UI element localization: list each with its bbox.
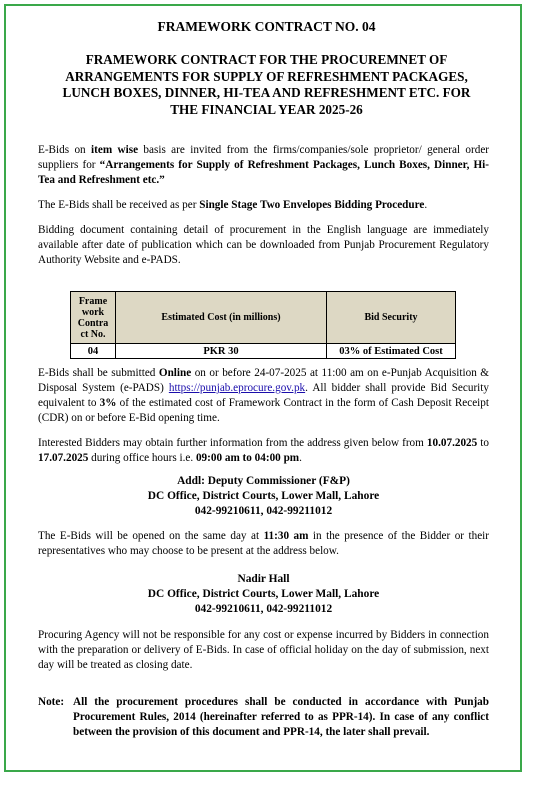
- text-run: during office hours i.e.: [88, 452, 196, 464]
- text-run-bold: item wise: [91, 144, 139, 156]
- address-line: DC Office, District Courts, Lower Mall, Lahore: [147, 588, 380, 600]
- text-run: on or before 24-07-2025 at 11:00 am on e-Punjab Acquisition & Disposal System (e-PADS): [38, 367, 489, 394]
- info-paragraph: [38, 436, 489, 466]
- text-run: to: [477, 437, 489, 449]
- text-run: E-Bids shall be submitted: [38, 367, 159, 379]
- bidding-document-paragraph: Bidding document containing detail of procurement in the English language are immediately available after date of publication which can be downloaded from Punjab Procurement Regulatory Authority Website and e-PADS.: [38, 224, 489, 266]
- table-row: [71, 344, 456, 359]
- column-header-estimated-cost: Estimated Cost (in millions): [116, 292, 327, 344]
- main-title-line: LUNCH BOXES, DINNER, HI-TEA AND REFRESHMENT ETC. FOR: [62, 85, 471, 100]
- text-run: basis are invited from the firms/companies/sole proprietor/ general order suppliers for: [38, 144, 490, 171]
- text-run-bold: Single Stage Two Envelopes Bidding Procedure: [199, 199, 425, 211]
- text-run-bold: 09:00 am to 04:00 pm: [195, 452, 300, 464]
- address-block-2: [38, 572, 489, 617]
- column-header-bid-security: Bid Security: [327, 292, 456, 344]
- cell-contract-no: 04: [71, 344, 116, 359]
- address-line: DC Office, District Courts, Lower Mall, Lahore: [147, 490, 380, 502]
- note-text: All the procurement procedures shall be conducted in accordance with Punjab Procurement Rules, 2014 (hereinafter referred to as PPR-14). In case of any conflict between the provision of this document and PPR-14, the later shall prevail.: [73, 696, 489, 738]
- text-run-bold: 11:30 am: [263, 530, 309, 542]
- address-line: 042-99210611, 042-99211012: [194, 505, 333, 517]
- text-run: .: [424, 199, 428, 211]
- disclaimer-paragraph: Procuring Agency will not be responsible for any cost or expense incurred by Bidders in connection with the preparation or delivery of E-Bids. In case of official holiday on the day of submission, next day will be treated as closing date.: [38, 629, 489, 671]
- text-run: E-Bids on: [38, 144, 92, 156]
- column-header-contract-no: Frame work Contra ct No.: [71, 292, 116, 344]
- procedure-paragraph: [38, 198, 489, 213]
- text-run: The E-Bids shall be received as per: [38, 199, 200, 211]
- table-header-row: [71, 292, 456, 344]
- opening-paragraph: [38, 529, 489, 559]
- address-block-1: [38, 474, 489, 519]
- cost-table: [70, 291, 456, 359]
- submission-paragraph: [38, 366, 489, 426]
- contract-number-title: FRAMEWORK CONTRACT NO. 04: [157, 19, 376, 34]
- text-run: The E-Bids will be opened on the same day at: [38, 530, 264, 542]
- address-line: 042-99210611, 042-99211012: [194, 603, 333, 615]
- note-block: [38, 695, 489, 740]
- cell-estimated-cost: PKR 30: [116, 344, 327, 359]
- address-line: Addl: Deputy Commissioner (F&P): [177, 475, 350, 487]
- text-run: of the estimated cost of Framework Contract in the form of Cash Deposit Receipt (CDR) on or before E-Bid opening time.: [38, 397, 489, 424]
- main-title-line: FRAMEWORK CONTRACT FOR THE PROCUREMNET OF: [85, 52, 448, 67]
- address-line: Nadir Hall: [237, 573, 290, 585]
- main-title-line: THE FINANCIAL YEAR 2025-26: [170, 101, 363, 117]
- text-run: Interested Bidders may obtain further information from the address given below from: [38, 437, 427, 449]
- text-run-bold: Online: [158, 367, 192, 379]
- note-label: Note:: [38, 696, 65, 708]
- epads-link[interactable]: https://punjab.eprocure.gov.pk: [168, 382, 306, 394]
- text-run-bold: 10.07.2025: [426, 437, 478, 449]
- text-run-bold: “Arrangements for Supply of Refreshment Packages, Lunch Boxes, Dinner, Hi-Tea and Refreshment etc.”: [38, 159, 489, 186]
- text-run: in the presence of the Bidder or their representatives who may choose to be present at the address below.: [38, 530, 489, 557]
- text-run: .: [299, 452, 302, 464]
- main-title: [34, 52, 499, 118]
- cell-bid-security: 03% of Estimated Cost: [327, 344, 456, 359]
- intro-paragraph: [38, 143, 489, 188]
- text-run-bold: 3%: [99, 397, 117, 409]
- text-run: . All bidder shall provide Bid Security equivalent to: [38, 382, 489, 409]
- text-run-bold: 17.07.2025: [38, 452, 89, 464]
- main-title-line: ARRANGEMENTS FOR SUPPLY OF REFRESHMENT PACKAGES,: [65, 68, 468, 84]
